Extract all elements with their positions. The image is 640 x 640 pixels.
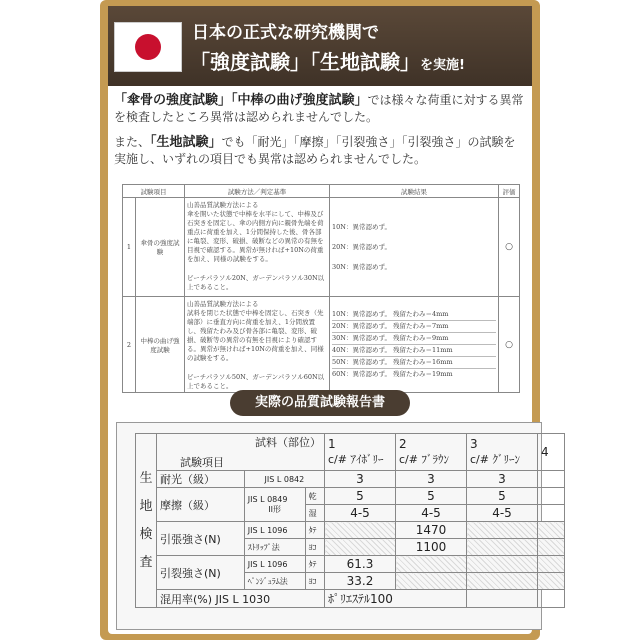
result-line: 30N：異常認めず。	[332, 263, 391, 271]
row-label: 試験項目	[180, 456, 224, 469]
intro-text-2a: また、	[114, 135, 151, 149]
item-std: JIS L 1096	[244, 522, 305, 539]
col-result: 試験結果	[330, 185, 499, 198]
item-std: JIS L 0842	[244, 471, 324, 488]
value-cell: 61.3	[325, 556, 396, 573]
header-line1: 日本の正式な研究機関で	[192, 23, 379, 43]
intro-text-2: でも「耐光」「摩擦」「引裂強さ」「引裂強さ」の試験を実施し、いずれの項目でも異常は認められませんでした。	[114, 135, 516, 166]
intro-keyword-2: 「生地試験」	[150, 135, 222, 150]
item-label: 耐光（級）	[157, 471, 245, 488]
value-cell: 1100	[396, 539, 467, 556]
table-row	[136, 434, 565, 471]
value-cell	[396, 573, 467, 590]
sub-label: 乾	[305, 488, 324, 505]
value-cell: 3	[325, 471, 396, 488]
col-test-item: 試験項目	[123, 185, 185, 198]
fabric-test-table	[135, 433, 565, 608]
quality-report	[116, 422, 549, 630]
intro-text	[114, 92, 526, 176]
method-desc: 試料を閉じた状態で中棒を固定し、石突き（先端部）に垂直方向に荷重を加え、1分間放置し、残留たわみ及び骨各部に亀裂、変形、破損、破断等の異常の有無を目視により確認する。異常が無ければ+10Nの荷重を加え、同様の試験をする。	[187, 309, 324, 362]
item-label: 引張強さ(N)	[157, 522, 245, 556]
sample-header: 1 c/# ｱｲﾎﾞﾘｰ	[325, 434, 396, 471]
item-method: ｽﾄﾘｯﾌﾟ法	[244, 539, 305, 556]
value-cell	[396, 556, 467, 573]
item-label: 摩擦（級）	[157, 488, 245, 522]
item-std: JIS L 1096	[244, 556, 305, 573]
result-line: 50N：異常認めず。 残留たわみ＝16mm	[332, 357, 496, 369]
item-method: ﾍﾟﾝｼﾞｭﾗﾑ法	[244, 573, 305, 590]
result-line: 10N：異常認めず。	[332, 223, 391, 231]
intro-keyword-1: 「傘骨の強度試験」「中棒の曲げ強度試験」	[114, 93, 368, 108]
result-line: 40N：異常認めず。 残留たわみ＝11mm	[332, 345, 496, 357]
method-title: 山善品質試験方法による	[187, 201, 259, 209]
row-results	[330, 198, 499, 297]
value-cell: 4-5	[396, 505, 467, 522]
table-row	[123, 297, 520, 393]
content-panel	[108, 6, 549, 634]
col-method: 試験方法／判定基準	[185, 185, 330, 198]
sample-header: 2 c/# ﾌﾞﾗｳﾝ	[396, 434, 467, 471]
result-line: 20N：異常認めず。	[332, 243, 391, 251]
result-line: 10N：異常認めず。 残留たわみ＝4mm	[332, 309, 496, 321]
value-cell	[325, 522, 396, 539]
row-results	[330, 297, 499, 393]
header-banner	[108, 6, 532, 86]
col-label: 試料（部位）	[255, 436, 321, 449]
method-note: ビーチパラソル20N、ガーデンパラソル30N以上であること。	[187, 274, 325, 291]
method-note: ビーチパラソル50N、ガーデンパラソル60N以上であること。	[187, 373, 325, 390]
value-cell: 4-5	[467, 505, 538, 522]
report-banner: 実際の品質試験報告書	[230, 390, 410, 416]
row-method	[185, 297, 330, 393]
table-row	[136, 488, 565, 505]
col-eval: 評価	[499, 185, 520, 198]
row-number: 2	[123, 297, 136, 393]
header-cell	[157, 434, 325, 471]
method-desc: 傘を開いた状態で中棒を水平にして、中棒及び石突きを固定し、傘の内側方向に親骨先端を荷重点に荷重を加え、1分間保持した後、骨各部に亀裂、変形、破損、破断などの異常の有無を目視で確認する。異常が無ければ+10Nの荷重を加え、同様の試験をする。	[187, 210, 324, 263]
header-tests: 「強度試験」「生地試験」	[190, 50, 420, 74]
header-action: を実施!	[420, 58, 465, 73]
japan-flag-icon	[114, 22, 182, 72]
value-cell	[467, 539, 538, 556]
row-item: 傘骨の強度試験	[136, 198, 185, 297]
strength-test-table	[122, 184, 520, 393]
row-number: 1	[123, 198, 136, 297]
item-label: 引裂強さ(N)	[157, 556, 245, 590]
result-line: 60N：異常認めず。 残留たわみ＝19mm	[332, 370, 453, 378]
value-cell: 33.2	[325, 573, 396, 590]
intro-text-1: では様々な荷重に対する異常を検査したところ異常は認められませんでした。	[114, 93, 524, 124]
value-cell	[467, 522, 538, 539]
result-line: 30N：異常認めず。 残留たわみ＝9mm	[332, 333, 496, 345]
side-label: 生地検査	[136, 434, 157, 608]
value-cell: 5	[325, 488, 396, 505]
table-header-row	[123, 185, 520, 198]
table-row	[136, 590, 565, 608]
table-row	[136, 471, 565, 488]
sub-label: ﾖｺ	[305, 539, 324, 556]
item-label: 混用率(%) JIS L 1030	[157, 590, 325, 608]
value-cell: ﾎﾟﾘｴｽﾃﾙ100	[325, 590, 467, 608]
value-cell: 4-5	[325, 505, 396, 522]
header-line2	[190, 46, 465, 75]
value-cell	[467, 556, 538, 573]
method-title: 山善品質試験方法による	[187, 300, 259, 308]
value-cell: 5	[396, 488, 467, 505]
table-row	[136, 556, 565, 573]
value-cell: 3	[467, 471, 538, 488]
value-cell: 5	[467, 488, 538, 505]
row-eval: ○	[499, 198, 520, 297]
sub-label: ﾀﾃ	[305, 556, 324, 573]
sample-header: 3 c/# ｸﾞﾘｰﾝ	[467, 434, 538, 471]
sample-header: 4	[538, 434, 565, 471]
intro-paragraph-1	[114, 92, 526, 126]
value-cell	[467, 573, 538, 590]
value-cell: 3	[396, 471, 467, 488]
row-item: 中棒の曲げ強度試験	[136, 297, 185, 393]
table-row	[123, 198, 520, 297]
sub-label: 湿	[305, 505, 324, 522]
value-cell	[325, 539, 396, 556]
sub-label: ﾀﾃ	[305, 522, 324, 539]
table-row	[136, 522, 565, 539]
item-std: JIS L 0849 II形	[244, 488, 305, 522]
value-cell: 1470	[396, 522, 467, 539]
sub-label: ﾖｺ	[305, 573, 324, 590]
row-method	[185, 198, 330, 297]
result-line: 20N：異常認めず。 残留たわみ＝7mm	[332, 321, 496, 333]
intro-paragraph-2	[114, 134, 526, 168]
row-eval: ○	[499, 297, 520, 393]
